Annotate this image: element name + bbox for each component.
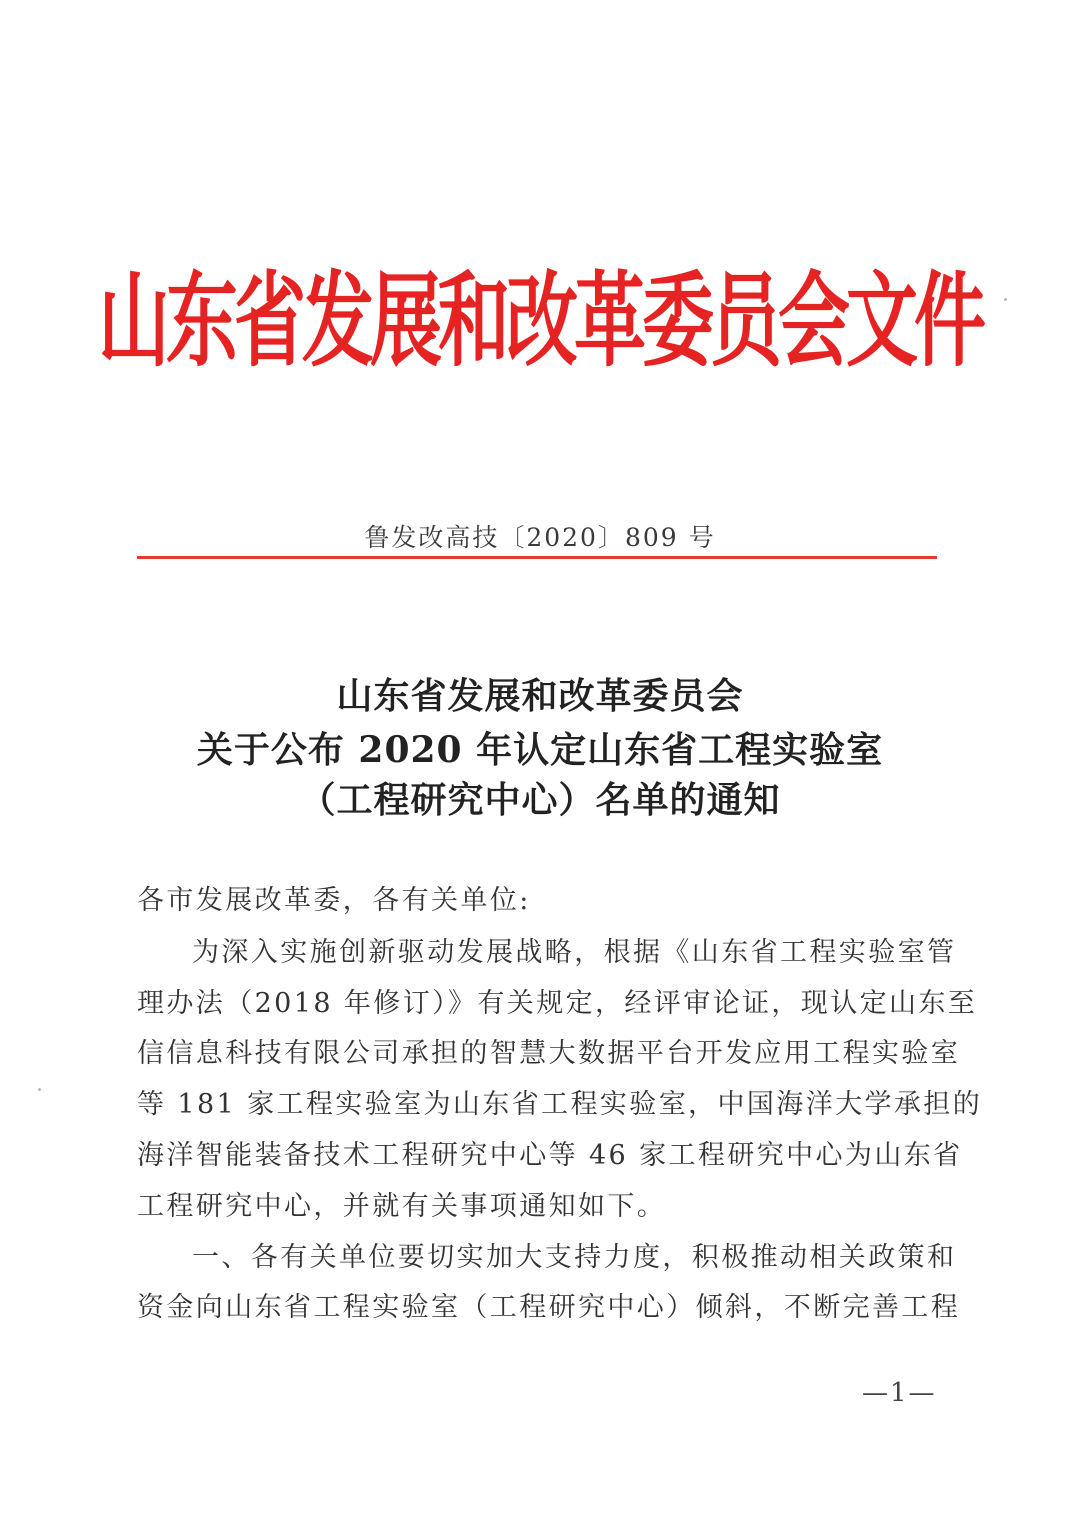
body-line: 信信息科技有限公司承担的智慧大数据平台开发应用工程实验室 bbox=[137, 1038, 961, 1069]
body-line: 工程研究中心，并就有关事项通知如下。 bbox=[137, 1191, 667, 1222]
notice-title-line-1: 山东省发展和改革委员会 bbox=[336, 675, 744, 717]
salutation: 各市发展改革委，各有关单位: bbox=[137, 885, 531, 916]
notice-title-line-3: （工程研究中心）名单的通知 bbox=[299, 779, 781, 821]
document-number: 鲁发改高技〔2020〕809 号 bbox=[364, 523, 716, 552]
body-line: 一、各有关单位要切实加大支持力度，积极推动相关政策和 bbox=[192, 1242, 957, 1273]
notice-title-line-2: 关于公布 2020 年认定山东省工程实验室 bbox=[196, 729, 884, 771]
body-line: 理办法（2018 年修订）》有关规定，经评审论证，现认定山东至 bbox=[137, 988, 978, 1019]
body-line: 海洋智能装备技术工程研究中心等 46 家工程研究中心为山东省 bbox=[137, 1140, 963, 1171]
red-divider-line bbox=[137, 556, 937, 559]
scan-speck bbox=[38, 1088, 41, 1091]
letterhead-title: 山东省发展和改革委员会文件 bbox=[97, 260, 982, 380]
body-line: 为深入实施创新驱动发展战略，根据《山东省工程实验室管 bbox=[192, 937, 957, 968]
page-number: —1— bbox=[862, 1378, 937, 1408]
body-line: 资金向山东省工程实验室（工程研究中心）倾斜，不断完善工程 bbox=[137, 1292, 961, 1323]
body-line: 等 181 家工程实验室为山东省工程实验室，中国海洋大学承担的 bbox=[137, 1089, 983, 1120]
